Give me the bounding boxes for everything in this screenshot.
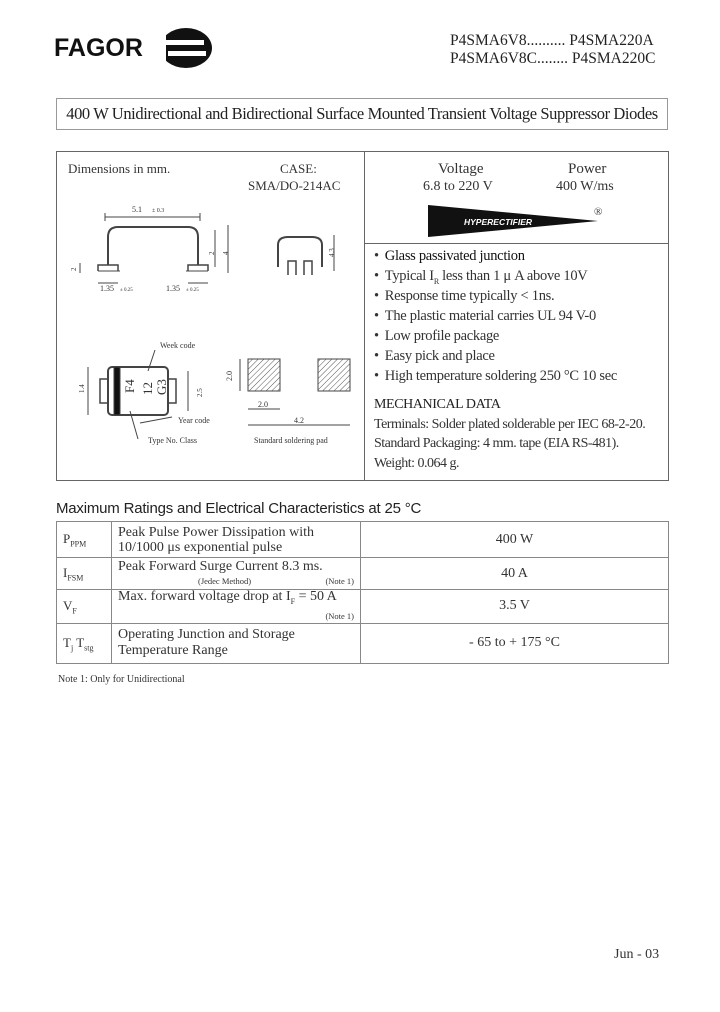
row-description: Max. forward voltage drop at $I_F = 50$ A (Note 1) (112, 590, 361, 624)
power-label: Power (568, 161, 607, 177)
dim-20-horizontal: 2.0 (258, 400, 268, 409)
dim-tol-135a: ± 0.25 (120, 288, 133, 293)
year-code-label: Year code (178, 416, 210, 425)
dim-51: 5.1 (132, 205, 142, 214)
footer-date: Jun - 03 (614, 947, 660, 962)
voltage-value: 6.8 to 220 V (423, 179, 493, 194)
dim-4: 4 (222, 251, 230, 255)
table-row (57, 558, 669, 590)
fagor-logo-icon (158, 27, 214, 69)
marking-line2: 12 (140, 382, 155, 395)
row-description: Peak Pulse Power Dissipation with 10/1000 μs exponential pulse (112, 522, 361, 558)
marking-line3: G3 (154, 379, 169, 395)
part-range-c: P4SMA6V8C........ P4SMA220C (450, 50, 656, 67)
row-value: 3.5 V (361, 590, 669, 624)
row-value: 40 A (361, 558, 669, 590)
row-description: Peak Forward Surge Current 8.3 ms. (Jedec Method) (Note 1) (112, 558, 361, 590)
dim-tol-135b: ± 0.25 (186, 288, 199, 293)
row-symbol: $V_F$ (57, 590, 112, 624)
feature-glass: • Glass passivated junction (374, 248, 525, 264)
mechanical-heading: MECHANICAL DATA (374, 397, 501, 412)
footnote: Note 1: Only for Unidirectional (58, 674, 185, 685)
dim-135b: 1.35 (166, 284, 180, 293)
part-range-a: P4SMA6V8.......... P4SMA220A (450, 32, 654, 49)
feature-response: • Response time typically < 1ns. (374, 288, 555, 304)
feature-ul94: • The plastic material carries UL 94 V-0 (374, 308, 596, 324)
registered-mark: ® (594, 206, 603, 218)
type-no-label: Type No. Class (148, 436, 197, 445)
week-code-label: Week code (160, 341, 196, 350)
marking-line1: F4 (122, 379, 137, 393)
voltage-label: Voltage (438, 161, 484, 177)
document-title: 400 W Unidirectional and Bidirectional Surface Mounted Transient Voltage Suppressor Diodes (56, 98, 668, 130)
box-divider-horizontal (364, 243, 669, 244)
dim-42: 4.2 (294, 416, 304, 425)
dimensions-label: Dimensions in mm. (68, 161, 171, 176)
dim-135a: 1.35 (100, 284, 114, 293)
row-description: Operating Junction and Storage Temperature Range (112, 623, 361, 663)
row-value: - 65 to + 175 °C (361, 623, 669, 663)
brand-text: HYPERECTIFIER (464, 217, 533, 227)
feature-soldering: • High temperature soldering 250 °C 10 sec (374, 368, 617, 384)
feature-typical-ir: • Typical $I_R$ less than 1 μ A above 10V (374, 268, 588, 286)
solder-pad-right (318, 359, 350, 391)
case-label: CASE: (280, 161, 317, 176)
dim-43: 4.3 (328, 248, 336, 257)
dim-2b: 2 (208, 251, 216, 255)
table-row (57, 522, 669, 558)
mechanical-packaging: Standard Packaging: 4 mm. tape (EIA RS-481). (374, 436, 619, 451)
hyperectifier-logo (428, 203, 608, 239)
dim-20-vertical: 2.0 (225, 371, 234, 381)
dim-14: 1.4 (78, 384, 86, 393)
dim-2a: 2 (70, 267, 78, 271)
table-heading: Maximum Ratings and Electrical Characteristics at 25 °C (56, 500, 422, 517)
power-value: 400 W/ms (556, 179, 614, 194)
box-divider-vertical (364, 151, 365, 481)
fagor-logo-text: FAGOR (54, 34, 143, 62)
package-drawing (60, 195, 360, 455)
table-row (57, 623, 669, 663)
row-symbol: $T_j$ $T_{stg}$ (57, 623, 112, 663)
row-value: 400 W (361, 522, 669, 558)
solder-pad-label: Standard soldering pad (254, 436, 328, 445)
mechanical-terminals: Terminals: Solder plated solderable per IEC 68-2-20. (374, 417, 646, 432)
table-row (57, 590, 669, 624)
feature-low-profile: • Low profile package (374, 328, 500, 344)
dim-25: 2.5 (196, 388, 204, 397)
row-symbol: $I_{FSM}$ (57, 558, 112, 590)
feature-pick-place: • Easy pick and place (374, 348, 495, 364)
ratings-table (56, 521, 669, 664)
case-value: SMA/DO-214AC (248, 178, 341, 193)
solder-pad-left (248, 359, 280, 391)
row-symbol: $P_{PPM}$ (57, 522, 112, 558)
mechanical-weight: Weight: 0.064 g. (374, 456, 459, 471)
dim-tol-51: ± 0.3 (152, 208, 165, 214)
